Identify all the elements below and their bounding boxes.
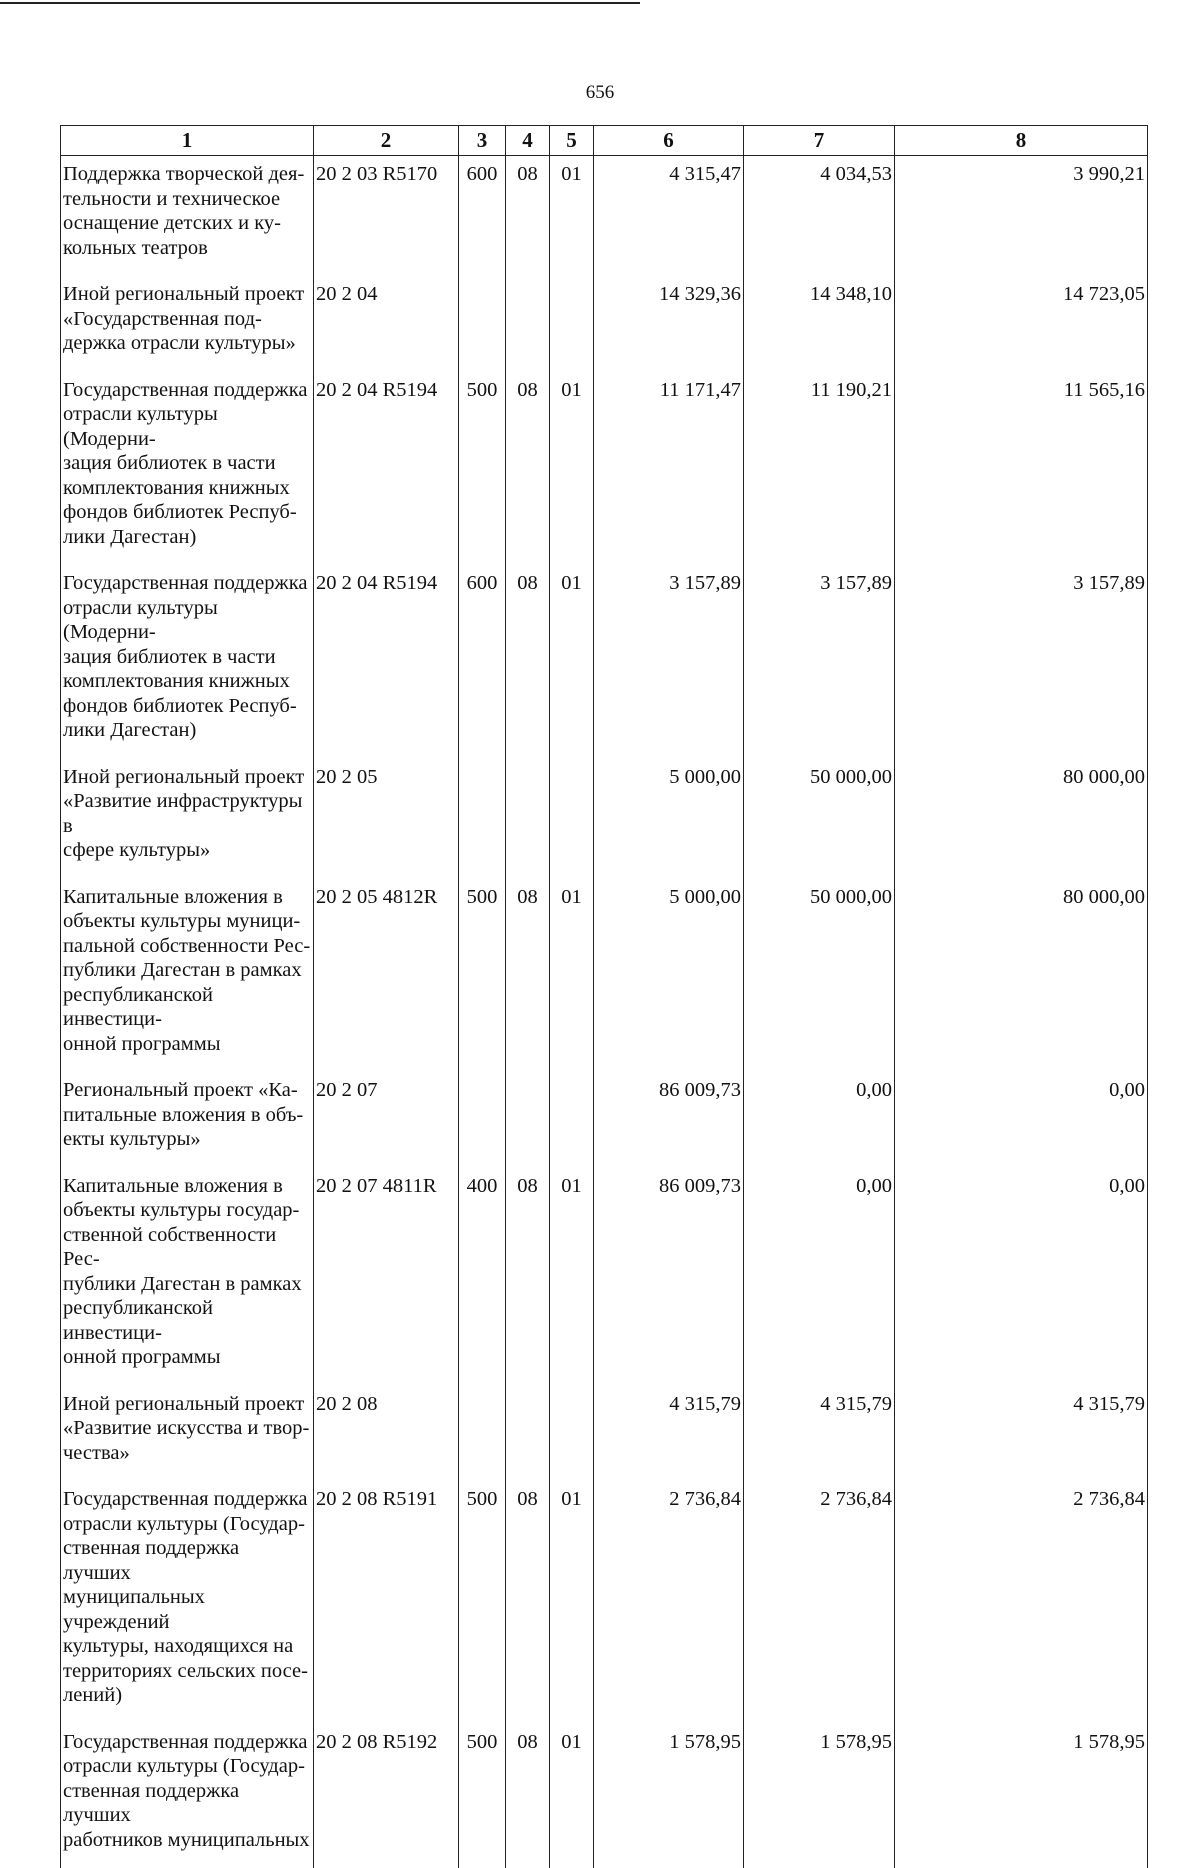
- amount-col-8: 80 000,00: [895, 879, 1148, 1073]
- expense-type: 500: [459, 1724, 506, 1868]
- item-name: Государственная поддержка отрасли культуры (Модерни- зация библиотек в части комплектования книжных фондов библиотек Респуб- лики Дагестан): [61, 372, 314, 566]
- item-name: Государственная поддержка отрасли культуры (Модерни- зация библиотек в части комплектования книжных фондов библиотек Респуб- лики Дагестан): [61, 565, 314, 759]
- column-header: 8: [895, 126, 1148, 156]
- expense-type: 500: [459, 879, 506, 1073]
- item-name: Государственная поддержка отрасли культуры (Государ- ственная поддержка лучших муниципальных учреждений культуры, находящихся на территориях сельских посе- лений): [61, 1481, 314, 1724]
- section-code: [506, 1072, 550, 1168]
- amount-col-7: 50 000,00: [744, 759, 895, 879]
- section-code: 08: [506, 565, 550, 759]
- section-code: 08: [506, 156, 550, 277]
- subsection-code: [550, 276, 594, 372]
- table-row: [61, 879, 1148, 1073]
- item-name: Капитальные вложения в объекты культуры государ- ственной собственности Рес- публики Дагестан в рамках республиканской инвестици- онной программы: [61, 1168, 314, 1386]
- amount-col-7: 3 157,89: [744, 565, 895, 759]
- subsection-code: 01: [550, 879, 594, 1073]
- expense-type: 400: [459, 1168, 506, 1386]
- amount-col-7: 14 348,10: [744, 276, 895, 372]
- section-code: 08: [506, 879, 550, 1073]
- amount-col-8: 14 723,05: [895, 276, 1148, 372]
- section-code: 08: [506, 1724, 550, 1868]
- budget-table: [60, 125, 1148, 1868]
- amount-col-6: 4 315,47: [594, 156, 744, 277]
- page-number: 656: [0, 82, 1200, 104]
- target-code: 20 2 07 4811R: [314, 1168, 459, 1386]
- item-name: Иной региональный проект «Развитие искусства и твор- чества»: [61, 1386, 314, 1482]
- table-row: [61, 372, 1148, 566]
- amount-col-6: 2 736,84: [594, 1481, 744, 1724]
- amount-col-6: 11 171,47: [594, 372, 744, 566]
- item-name: Капитальные вложения в объекты культуры муници- пальной собственности Рес- публики Дагестан в рамках республиканской инвестици- онной программы: [61, 879, 314, 1073]
- target-code: 20 2 05 4812R: [314, 879, 459, 1073]
- amount-col-6: 1 578,95: [594, 1724, 744, 1868]
- section-code: [506, 276, 550, 372]
- amount-col-6: 86 009,73: [594, 1072, 744, 1168]
- column-header: 6: [594, 126, 744, 156]
- target-code: 20 2 05: [314, 759, 459, 879]
- target-code: 20 2 08 R5191: [314, 1481, 459, 1724]
- table-row: [61, 276, 1148, 372]
- amount-col-8: 1 578,95: [895, 1724, 1148, 1868]
- amount-col-6: 14 329,36: [594, 276, 744, 372]
- section-code: [506, 759, 550, 879]
- amount-col-6: 4 315,79: [594, 1386, 744, 1482]
- target-code: 20 2 03 R5170: [314, 156, 459, 277]
- subsection-code: 01: [550, 156, 594, 277]
- table-row: [61, 1724, 1148, 1868]
- top-rule: [0, 2, 640, 4]
- expense-type: [459, 1386, 506, 1482]
- target-code: 20 2 08: [314, 1386, 459, 1482]
- amount-col-8: 0,00: [895, 1168, 1148, 1386]
- column-header: 7: [744, 126, 895, 156]
- amount-col-8: 3 157,89: [895, 565, 1148, 759]
- subsection-code: [550, 1386, 594, 1482]
- subsection-code: 01: [550, 565, 594, 759]
- expense-type: 500: [459, 1481, 506, 1724]
- column-header: 4: [506, 126, 550, 156]
- amount-col-7: 4 034,53: [744, 156, 895, 277]
- header-row: [61, 126, 1148, 156]
- amount-col-7: 0,00: [744, 1168, 895, 1386]
- target-code: 20 2 04 R5194: [314, 372, 459, 566]
- target-code: 20 2 04: [314, 276, 459, 372]
- amount-col-7: 4 315,79: [744, 1386, 895, 1482]
- expense-type: 600: [459, 565, 506, 759]
- amount-col-8: 0,00: [895, 1072, 1148, 1168]
- amount-col-6: 5 000,00: [594, 879, 744, 1073]
- item-name: Иной региональный проект «Развитие инфраструктуры в сфере культуры»: [61, 759, 314, 879]
- amount-col-7: 50 000,00: [744, 879, 895, 1073]
- amount-col-8: 3 990,21: [895, 156, 1148, 277]
- target-code: 20 2 07: [314, 1072, 459, 1168]
- subsection-code: [550, 759, 594, 879]
- subsection-code: 01: [550, 1481, 594, 1724]
- target-code: 20 2 04 R5194: [314, 565, 459, 759]
- expense-type: [459, 759, 506, 879]
- table-row: [61, 1481, 1148, 1724]
- subsection-code: 01: [550, 372, 594, 566]
- target-code: 20 2 08 R5192: [314, 1724, 459, 1868]
- expense-type: [459, 276, 506, 372]
- expense-type: 500: [459, 372, 506, 566]
- amount-col-8: 11 565,16: [895, 372, 1148, 566]
- table-row: [61, 565, 1148, 759]
- table-row: [61, 1072, 1148, 1168]
- column-header: 2: [314, 126, 459, 156]
- item-name: Иной региональный проект «Государственная под- держка отрасли культуры»: [61, 276, 314, 372]
- item-name: Поддержка творческой дея- тельности и техническое оснащение детских и ку- кольных театров: [61, 156, 314, 277]
- column-header: 3: [459, 126, 506, 156]
- table-row: [61, 759, 1148, 879]
- table-row: [61, 156, 1148, 277]
- amount-col-6: 5 000,00: [594, 759, 744, 879]
- amount-col-8: 4 315,79: [895, 1386, 1148, 1482]
- expense-type: [459, 1072, 506, 1168]
- subsection-code: 01: [550, 1168, 594, 1386]
- amount-col-7: 11 190,21: [744, 372, 895, 566]
- section-code: 08: [506, 1168, 550, 1386]
- amount-col-8: 80 000,00: [895, 759, 1148, 879]
- item-name: Государственная поддержка отрасли культуры (Государ- ственная поддержка лучших работников муниципальных: [61, 1724, 314, 1868]
- amount-col-7: 0,00: [744, 1072, 895, 1168]
- amount-col-7: 2 736,84: [744, 1481, 895, 1724]
- table-row: [61, 1168, 1148, 1386]
- table-row: [61, 1386, 1148, 1482]
- table-body: [61, 156, 1148, 1868]
- item-name: Региональный проект «Ка- питальные вложения в объ- екты культуры»: [61, 1072, 314, 1168]
- column-header: 5: [550, 126, 594, 156]
- subsection-code: [550, 1072, 594, 1168]
- amount-col-7: 1 578,95: [744, 1724, 895, 1868]
- section-code: 08: [506, 372, 550, 566]
- section-code: 08: [506, 1481, 550, 1724]
- section-code: [506, 1386, 550, 1482]
- amount-col-8: 2 736,84: [895, 1481, 1148, 1724]
- amount-col-6: 3 157,89: [594, 565, 744, 759]
- subsection-code: 01: [550, 1724, 594, 1868]
- expense-type: 600: [459, 156, 506, 277]
- amount-col-6: 86 009,73: [594, 1168, 744, 1386]
- column-header: 1: [61, 126, 314, 156]
